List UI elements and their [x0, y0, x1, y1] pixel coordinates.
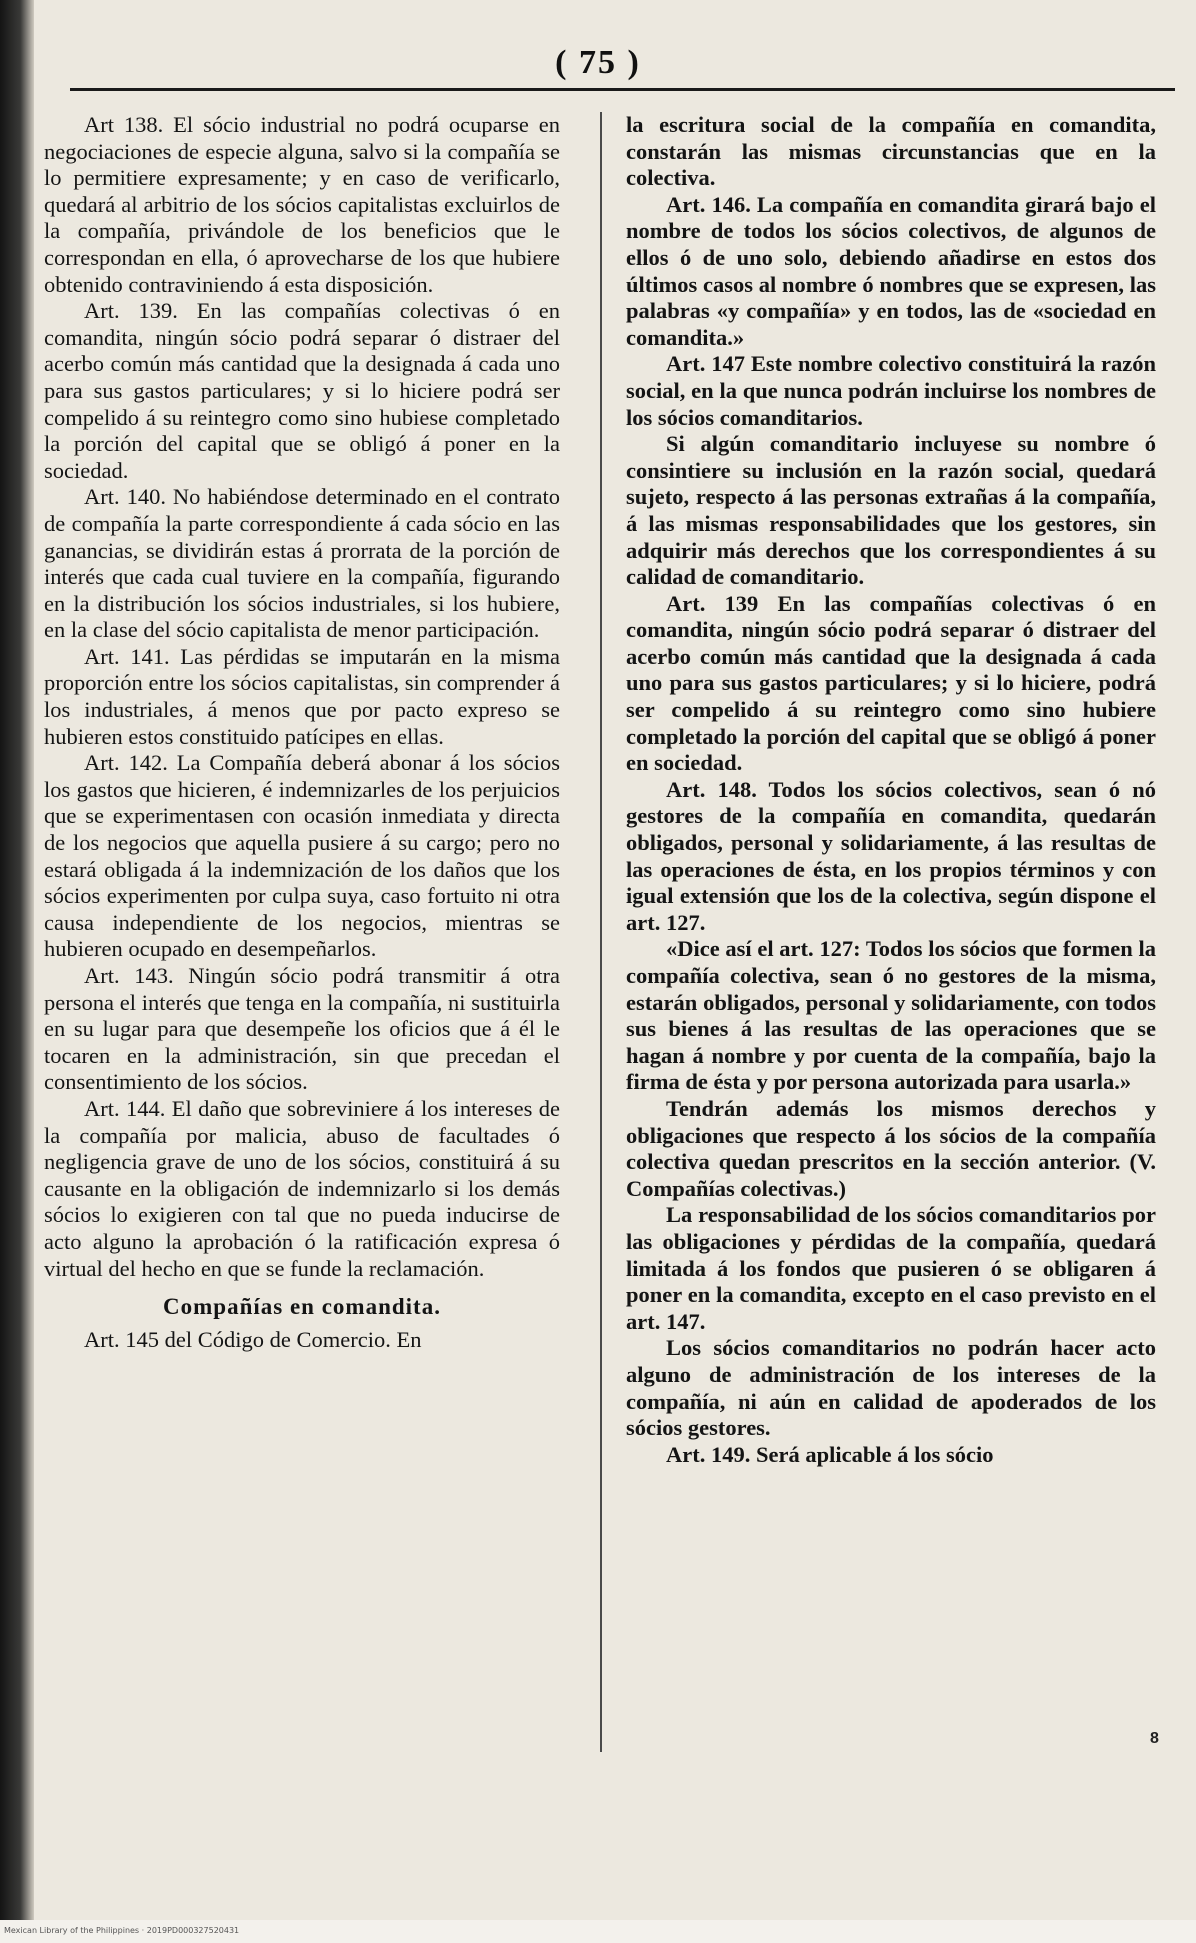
- administration-paragraph: Los sócios comanditarios no podrán hacer acto alguno de administración de los intereses de la compañía, ni aún en calidad de apoderados de los sócios gestores.: [626, 1335, 1156, 1441]
- section-heading: Compañías en comandita.: [163, 1294, 441, 1320]
- page-number: ( 75 ): [555, 44, 641, 81]
- scan-edge: [0, 0, 34, 1943]
- header-rule: [70, 88, 1175, 91]
- left-column: [44, 112, 560, 1353]
- article-139-repeat: Art. 139 En las compañías colectivas ó en comandita, ningún sócio podrá separar ó distraer del acerbo común más cantidad que la designada á cada uno para sus gastos particulares; y si lo hiciere, podrá ser compelido á su reintegro como sino hubiere completado la porción del capital que se obligó á poner en sociedad.: [626, 590, 1156, 776]
- article-138: Art 138. El sócio industrial no podrá ocuparse en negociaciones de especie alguna, salvo si la compañía se lo permitiere expresamente; y en caso de verificarlo, quedará al arbitrio de los sócios capitalistas excluirlos de la compañía, privándole de los beneficios que le correspondan en ella, ó aprovecharse de los que hubiere obtenido contraviniendo á esta disposición.: [44, 112, 560, 297]
- article-148: Art. 148. Todos los sócios colectivos, sean ó nó gestores de la compañía en comandita, quedarán obligados, personal y solidariamente, á las resultas de las operaciones de ésta, en los propios términos y con igual extensión que los de la colectiva, según dispone el art. 127.: [626, 776, 1156, 935]
- article-145-cont: la escritura social de la compañía en comandita, constarán las mismas circunstancias que en la colectiva.: [626, 112, 1156, 191]
- article-146: Art. 146. La compañía en comandita girará bajo el nombre de todos los sócios colectivos, de algunos de ellos ó de uno solo, debiendo añadirse en estos dos últimos casos al nombre ó nombres que se expresen, las palabras «y compañía» y en todos, las de «sociedad en comandita.»: [626, 191, 1156, 350]
- footer-credit: Mexican Library of the Philippines · 2019PD000327520431: [4, 1926, 240, 1935]
- article-149: Art. 149. Será aplicable á los sócio: [666, 1441, 994, 1467]
- column-divider: [600, 112, 602, 1752]
- article-147: Art. 147 Este nombre colectivo constituirá la razón social, en la que nunca podrán incluirse los nombres de los sócios comanditarios.: [626, 351, 1156, 430]
- article-140: Art. 140. No habiéndose determinado en el contrato de compañía la parte correspondiente á cada sócio en las ganancias, se dividirán estas á prorrata de la porción de interés que cada cual tuviere en la compañía, figurando en la distribución los sócios industriales, si los hubiere, en la clase del sócio capitalista de menor participación.: [44, 484, 560, 643]
- article-127-quote: «Dice así el art. 127: Todos los sócios que formen la compañía colectiva, sean ó no gestores de la misma, estarán obligados, personal y solidariamente, con todos sus bienes á las resultas de las operaciones que se hagan á nombre y por cuenta de la compañía, bajo la firma de ésta y por persona autorizada para usarla.»: [626, 936, 1156, 1095]
- rights-paragraph: Tendrán además los mismos derechos y obligaciones que respecto á los sócios de la compañía colectiva quedan prescritos en la sección anterior. (V. Compañías colectivas.): [626, 1095, 1156, 1201]
- liability-paragraph: La responsabilidad de los sócios comanditarios por las obligaciones y pérdidas de la compañía, quedará limitada á los fondos que pusieren ó se obligaren á poner en la comandita, excepto en el caso previsto en el art. 147.: [626, 1202, 1156, 1334]
- right-column: [626, 112, 1156, 1468]
- signature-mark: 8: [1150, 1730, 1159, 1747]
- article-145-intro: Art. 145 del Código de Comercio. En: [84, 1326, 422, 1352]
- article-142: Art. 142. La Compañía deberá abonar á los sócios los gastos que hicieren, é indemnizarles de los perjuicios que se experimentasen con ocasión inmediata y directa de los negocios que aquella pusiere á su cargo; pero no estará obligada á la indemnización de los daños que los sócios experimenten por culpa suya, caso fortuito ni otra causa independiente de los negocios, mientras se hubieren ocupado en desempeñarlos.: [44, 750, 560, 962]
- article-141: Art. 141. Las pérdidas se imputarán en la misma proporción entre los sócios capitalistas, sin comprender á los industriales, á menos que por pacto expreso se hubieren estos constituido patícipes en ellas.: [44, 643, 560, 749]
- article-143: Art. 143. Ningún sócio podrá transmitir á otra persona el interés que tenga en la compañía, ni sustituirla en su lugar para que desempeñe los oficios que á él le tocaren en la administración, sin que precedan el consentimiento de los sócios.: [44, 963, 560, 1095]
- article-139: Art. 139. En las compañías colectivas ó en comandita, ningún sócio podrá separar ó distraer del acerbo común más cantidad que la designada á cada uno para sus gastos particulares; y si lo hiciere podrá ser compelido á su reintegro como sino hubiese completado la porción del capital que se obligó á poner en la sociedad.: [44, 298, 560, 483]
- article-144: Art. 144. El daño que sobreviniere á los intereses de la compañía por malicia, abuso de facultades ó negligencia grave de uno de los sócios, constituirá á su causante en la obligación de indemnizarlo si los demás sócios lo exigieren con tal que no pueda inducirse de acto alguno la aprobación ó la ratificación expresa ó virtual del hecho en que se funde la reclamación.: [44, 1095, 560, 1281]
- article-147-cont: Si algún comanditario incluyese su nombre ó consintiere su inclusión en la razón social, quedará sujeto, respecto á las personas extrañas á la compañía, á las mismas responsabilidades que los gestores, sin adquirir más derechos que los correspondientes á su calidad de comanditario.: [626, 431, 1156, 590]
